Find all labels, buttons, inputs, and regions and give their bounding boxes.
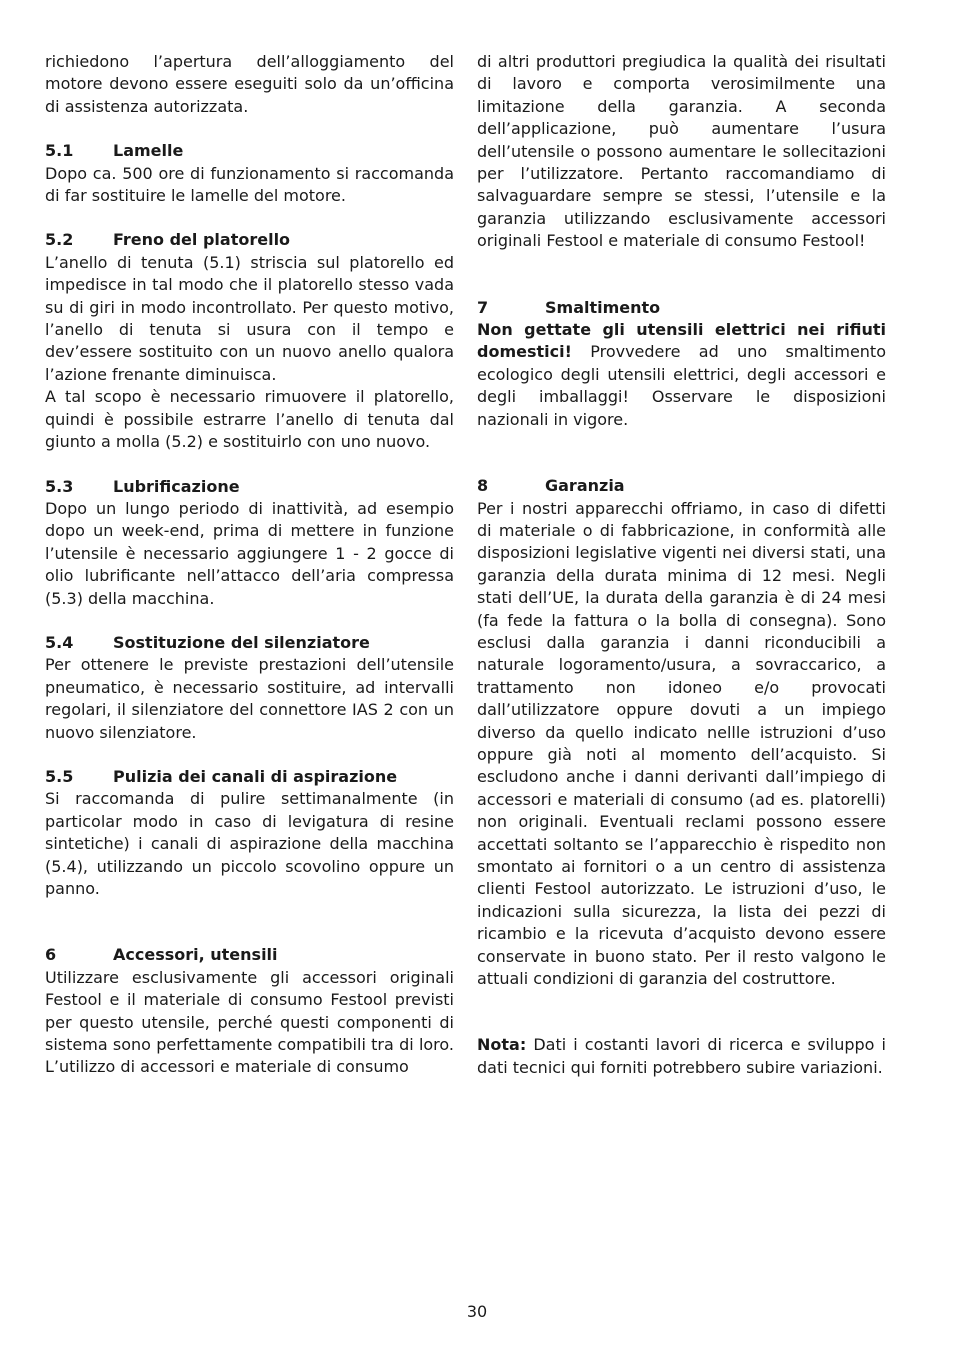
disposal-warning: Non gettate gli utensili elettrici nei rifiuti domestici! [477, 320, 886, 362]
intro-paragraph: richiedono l’apertura dell’alloggiamento del motore devono essere eseguiti solo da un’officina di assistenza autorizzata. [45, 52, 454, 116]
right-column [477, 51, 886, 1079]
section-heading-5-3: 5.3 Lubrificazione [45, 476, 240, 496]
section-heading-5-2: 5.2 Freno del platorello [45, 230, 291, 250]
section-text-6: Utilizzare esclusivamente gli accessori originali Festool e il materiale di consumo Festool previsti per questo utensile, perché questi componenti di sistema sono perfettamente compatibili tra di loro. L’utilizzo di accessori e materiale di consumo [45, 967, 454, 1077]
section-heading-5-4: 5.4 Sostituzione del silenziatore [45, 632, 370, 652]
section-heading-6: 6 Accessori, utensili [45, 945, 278, 965]
left-column [45, 51, 454, 1079]
section-text-5-5: Si raccomanda di pulire settimanalmente (in particolar modo in caso di levigatura di resine sintetiche) i canali di aspirazione della macchina (5.4), utilizzando un piccolo scovolino oppure un panno. [45, 789, 454, 898]
section-text-5-3: Dopo un lungo periodo di inattività, ad esempio dopo un week-end, prima di mettere in funzione l’utensile è necessario aggiungere 1 - 2 gocce di olio lubrificante nell’attacco dell’aria compressa (5.3) della macchina. [45, 498, 454, 608]
page-number: 30 [466, 1302, 488, 1321]
section-text-5-2a: L’anello di tenuta (5.1) striscia sul platorello ed impedisce in tal modo che il platorello stesso vada su di giri in modo incontrollato. Per questo motivo, l’anello di tenuta si usura con il tempo e dev’essere sostituito con un nuovo anello qualora l’azione frenante diminuisca. [45, 252, 454, 384]
section-text-5-4: Per ottenere le previste prestazioni dell’utensile pneumatico, è necessario sostituire, ad intervalli regolari, il silenziatore del connettore IAS 2 con un nuovo silenziatore. [45, 655, 454, 742]
section-text-5-1: Dopo ca. 500 ore di funzionamento si raccomanda di far sostituire le lamelle del motore. [45, 163, 454, 206]
note-paragraph: Nota: Dati i costanti lavori di ricerca e sviluppo i dati tecnici qui forniti potrebbero subire variazioni. [477, 1035, 886, 1077]
continued-paragraph: di altri produttori pregiudica la qualità dei risultati di lavoro e comporta verosimilmente una limitazione della garanzia. A seconda dell’applicazione, può aumentare l’usura dell’utensile o possono aumentare le sollecitazioni per l’utilizzatore. Pertanto raccomandiamo di salvaguardare sempre se stessi, l’utensile e la garanzia utilizzando esclusivamente accessori originali Festool e materiale di consumo Festool! [477, 52, 886, 251]
note-label: Nota: [477, 1035, 527, 1055]
section-heading-5-5: 5.5 Pulizia dei canali di aspirazione [45, 766, 398, 786]
section-text-8: Per i nostri apparecchi offriamo, in caso di difetti di materiale o di fabbricazione, in conformità alle disposizioni legislative vigenti nei diversi stati, una garanzia della durata minima di 12 mesi. Negli stati dell’UE, la durata della garanzia è di 24 mesi (fa fede la fattura o la bolla di consegna). Sono esclusi dalla garanzia i danni riconducibili a naturale logoramento/usura, a sovraccarico, a trattamento non idoneo e/o provocati dall’utilizzatore oppure dovuti a un impiego diverso da quello indicato nellle istruzioni d’uso oppure già noti al momento dell’acquisto. Si escludono anche i danni derivanti dall’impiego di accessori e materiali di consumo (ad es. platorelli) non originali. Eventuali reclami possono essere accettati soltanto se l’apparecchio è rispedito non smontato ai fornitori o a un centro di assistenza clienti Festool autorizzato. Le istruzioni d’uso, le indicazioni sulla sicurezza, la lista dei pezzi di ricambio e la ricevuta d’acquisto devono essere conservate in buono stato. Per il resto valgono le attuali condizioni di garanzia del costruttore. [477, 498, 886, 989]
section-text-5-2b: A tal scopo è necessario rimuovere il platorello, quindi è possibile estrarre l’anello di tenuta dal giunto a molla (5.2) e sostituirlo con uno nuovo. [45, 387, 454, 452]
section-text-7: Non gettate gli utensili elettrici nei rifiuti domestici! Provvedere ad uno smaltimento ecologico degli utensili elettrici, degli accessori e degli imballaggi! Osservare le disposizioni nazionali in vigore. [477, 320, 886, 429]
section-heading-5-1: 5.1 Lamelle [45, 141, 184, 161]
section-heading-7: 7 Smaltimento [477, 297, 661, 317]
section-heading-8: 8 Garanzia [477, 476, 625, 496]
